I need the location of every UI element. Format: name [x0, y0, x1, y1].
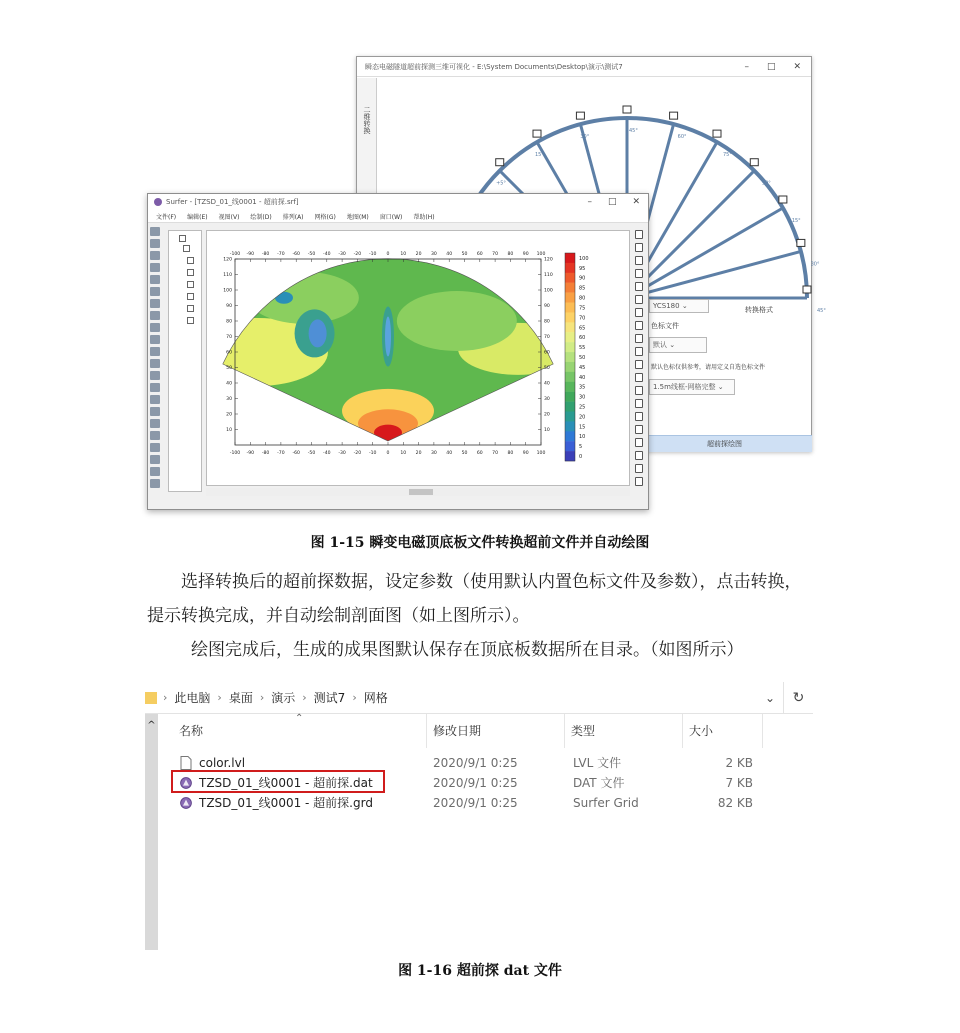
colorbar-label: 70 — [579, 315, 586, 322]
chevron-right-icon: › — [217, 691, 222, 704]
toolbar-icon[interactable] — [150, 239, 160, 248]
y-tick-label-right: 60 — [544, 350, 550, 356]
x-tick-label-bottom: -80 — [261, 451, 270, 456]
tool-icon[interactable] — [635, 282, 643, 291]
toolbar-icon[interactable] — [150, 311, 160, 320]
checkbox — [623, 106, 631, 113]
colorbar-label: 55 — [579, 345, 586, 352]
tree-node-checkbox[interactable] — [183, 245, 190, 252]
y-tick-label-left: 30 — [226, 397, 232, 403]
menu-item[interactable]: 窗口(W) — [379, 213, 403, 221]
toolbar-icon[interactable] — [150, 455, 160, 464]
menu-item[interactable]: 帮助(H) — [413, 213, 435, 221]
colorbar-label: 30 — [579, 394, 586, 401]
tree-node-checkbox[interactable] — [187, 257, 194, 264]
colorbar-swatch — [565, 421, 575, 431]
y-tick-label-right: 20 — [544, 412, 550, 418]
file-row[interactable]: TZSD_01_线0001 - 超前探.grd 2020/9/1 0:25 Surfer Grid 82 KB — [165, 793, 785, 813]
toolbar-icon[interactable] — [150, 443, 160, 452]
toolbar-icon[interactable] — [150, 287, 160, 296]
colorbar-swatch — [565, 382, 575, 392]
contour-region — [275, 292, 293, 304]
y-tick-label-right: 100 — [544, 288, 553, 294]
surfer-right-toolbar — [632, 230, 646, 492]
toolbar-icon[interactable] — [150, 371, 160, 380]
collapse-icon[interactable]: ^ — [147, 720, 156, 731]
angle-label: 15° — [535, 152, 544, 159]
colorbar-swatch — [565, 402, 575, 412]
maximize-icon[interactable]: □ — [607, 197, 617, 207]
color-file-label: 色标文件 — [651, 322, 679, 330]
colorbar-swatch — [565, 312, 575, 322]
x-tick-label-top: -20 — [353, 252, 362, 257]
colorbar-swatch — [565, 411, 575, 421]
contour-region — [397, 291, 517, 351]
x-tick-label-bottom: 40 — [446, 451, 453, 456]
file-icon — [180, 756, 192, 770]
colorbar-label: 85 — [579, 285, 586, 292]
contour-fill — [188, 231, 631, 487]
angle-label: 45° — [629, 128, 638, 134]
tool-icon[interactable] — [635, 464, 643, 473]
colorbar-label: 65 — [579, 325, 586, 332]
y-tick-label-right: 50 — [544, 366, 550, 372]
toolbar-icon[interactable] — [150, 359, 160, 368]
x-tick-label-bottom: -100 — [229, 451, 241, 456]
close-icon[interactable]: ✕ — [793, 61, 801, 72]
paragraph-2: 绘图完成后，生成的成果图默认保存在顶底板数据所在目录。（如图所示） — [191, 640, 744, 660]
converter-titlebar — [357, 57, 811, 77]
contour-region — [385, 317, 391, 357]
toolbar-icon[interactable] — [150, 263, 160, 272]
tool-icon[interactable] — [635, 295, 643, 304]
paragraph-1: 选择转换后的超前探数据，设定参数（使用默认内置色标文件及参数），点击转换，提示转换完成，并自动绘制剖面图（如上图所示）。 — [147, 572, 802, 626]
x-tick-label-top: -40 — [323, 252, 331, 257]
tool-icon[interactable] — [635, 438, 643, 447]
colorbar-swatch — [565, 451, 575, 461]
x-tick-label-top: 10 — [400, 252, 407, 257]
tool-icon[interactable] — [635, 269, 643, 278]
y-tick-label-left: 110 — [223, 273, 232, 279]
colorbar-label: 15 — [579, 424, 586, 431]
chevron-down-icon[interactable]: ⌄ — [764, 691, 776, 705]
breadcrumb-item[interactable]: 桌面 — [228, 691, 253, 705]
tool-icon[interactable] — [635, 347, 643, 356]
checkbox — [779, 196, 787, 203]
column-header-size[interactable]: 大小 — [683, 714, 763, 748]
angle-label: 15° — [791, 218, 801, 224]
folder-icon — [145, 692, 157, 704]
colorbar-label: 90 — [579, 275, 586, 282]
x-tick-label-bottom: 90 — [522, 451, 529, 456]
y-tick-label-right: 90 — [544, 304, 550, 310]
x-tick-label-bottom: -10 — [368, 451, 377, 456]
instrument-combo[interactable]: YCS180 ⌄ — [649, 299, 709, 313]
sort-ascending-icon: ⌃ — [295, 713, 304, 724]
colorbar-label: 80 — [579, 295, 586, 302]
x-tick-label-top: -60 — [292, 252, 300, 257]
convert-label[interactable]: 转换格式 — [745, 306, 773, 314]
chevron-right-icon: › — [352, 691, 357, 704]
menu-item[interactable]: 网格(G) — [314, 213, 336, 221]
y-tick-label-left: 70 — [226, 335, 232, 341]
column-header-date[interactable]: 修改日期 — [427, 714, 565, 748]
angle-label: 45° — [817, 308, 826, 314]
highlight-box — [171, 770, 385, 793]
tool-icon[interactable] — [635, 451, 643, 460]
colorbar-swatch — [565, 431, 575, 441]
navigation-pane[interactable] — [145, 714, 158, 950]
colorbar-swatch — [565, 283, 575, 293]
checkbox — [496, 159, 504, 166]
y-tick-label-right: 10 — [544, 428, 550, 434]
x-tick-label-bottom: 0 — [386, 451, 390, 456]
x-tick-label-bottom: 80 — [507, 451, 514, 456]
toolbar-icon[interactable] — [150, 479, 160, 488]
contour-region — [309, 319, 327, 347]
x-tick-label-bottom: -60 — [292, 451, 300, 456]
tool-icon[interactable] — [635, 360, 643, 369]
checkbox — [713, 130, 721, 137]
x-tick-label-top: -90 — [246, 252, 255, 257]
y-tick-label-right: 110 — [544, 273, 553, 279]
menu-item[interactable]: 视图(V) — [218, 213, 240, 221]
toolbar-icon[interactable] — [150, 407, 160, 416]
y-tick-label-left: 100 — [223, 288, 232, 294]
y-tick-label-right: 30 — [544, 397, 550, 403]
colorbar-label: 20 — [579, 414, 586, 421]
colorbar-swatch — [565, 273, 575, 283]
angle-label: 30° — [580, 134, 590, 141]
toolbar-icon[interactable] — [150, 395, 160, 404]
colorbar-label: 25 — [579, 404, 586, 411]
tree-node-checkbox[interactable] — [187, 281, 194, 288]
chevron-right-icon: › — [163, 691, 168, 704]
y-tick-label-left: 120 — [223, 257, 232, 263]
breadcrumb-item[interactable]: 网格 — [363, 691, 388, 705]
toolbar-icon[interactable] — [150, 323, 160, 332]
toolbar-icon[interactable] — [150, 431, 160, 440]
x-tick-label-bottom: 10 — [400, 451, 407, 456]
tool-icon[interactable] — [635, 334, 643, 343]
colorbar-swatch — [565, 372, 575, 382]
tool-icon[interactable] — [635, 230, 643, 239]
checkbox — [797, 239, 805, 246]
contour-region — [374, 425, 402, 441]
x-tick-label-top: 30 — [430, 252, 437, 257]
x-tick-label-bottom: 100 — [536, 451, 546, 456]
x-tick-label-bottom: 30 — [430, 451, 437, 456]
angle-label: 90° — [761, 180, 771, 187]
tool-icon[interactable] — [635, 256, 643, 265]
y-tick-label-left: 80 — [226, 319, 232, 325]
colorbar-label: 5 — [579, 444, 583, 451]
column-header-type[interactable]: 类型 — [565, 714, 683, 748]
horizontal-scrollbar[interactable] — [206, 488, 630, 496]
x-tick-label-top: -30 — [338, 252, 346, 257]
angle-label: 60° — [677, 134, 687, 141]
x-tick-label-bottom: -70 — [277, 451, 285, 456]
colorbar-swatch — [565, 352, 575, 362]
file-explorer — [145, 682, 813, 950]
scroll-thumb[interactable] — [409, 489, 433, 495]
tool-icon[interactable] — [635, 425, 643, 434]
colorbar-swatch — [565, 263, 575, 273]
file-row[interactable]: TZSD_01_线0001 - 超前探.dat 2020/9/1 0:25 DAT 文件 7 KB — [165, 773, 785, 793]
x-tick-label-bottom: -90 — [246, 451, 255, 456]
x-tick-label-top: 60 — [476, 252, 483, 257]
colorbar-swatch — [565, 332, 575, 342]
toolbar-icon[interactable] — [150, 299, 160, 308]
minimize-icon[interactable]: – — [744, 61, 749, 72]
y-tick-label-right: 70 — [544, 335, 550, 341]
colorbar-swatch — [565, 441, 575, 451]
tool-icon[interactable] — [635, 477, 643, 486]
toolbar-icon[interactable] — [150, 275, 160, 284]
x-tick-label-bottom: 70 — [492, 451, 499, 456]
toolbar-icon[interactable] — [150, 419, 160, 428]
x-tick-label-top: 40 — [446, 252, 453, 257]
tool-icon[interactable] — [635, 243, 643, 252]
colorbar-label: 50 — [579, 354, 586, 361]
figure-caption-2: 图 1-16 超前探 dat 文件 — [398, 963, 562, 979]
breadcrumb-item[interactable]: 此电脑 — [174, 691, 211, 705]
colorbar-swatch — [565, 322, 575, 332]
checkbox — [750, 159, 758, 166]
contour-plot — [207, 231, 631, 487]
colorbar-swatch — [565, 362, 575, 372]
surfer-icon — [180, 796, 192, 810]
tool-icon[interactable] — [635, 373, 643, 382]
colorbar-label: 100 — [579, 255, 589, 262]
colorbar-label: 10 — [579, 434, 586, 441]
maximize-icon[interactable]: □ — [766, 61, 776, 72]
colorbar-label: 40 — [579, 374, 586, 381]
tree-node-checkbox[interactable] — [179, 235, 186, 242]
grid-combo[interactable]: 1.5m线框-网格完整 ⌄ — [649, 379, 735, 395]
colorbar-label: 0 — [579, 454, 583, 461]
angle-label: 75° — [723, 152, 732, 159]
breadcrumb-item[interactable]: 演示 — [271, 691, 296, 705]
x-tick-label-top: -10 — [368, 252, 377, 257]
checkbox — [533, 130, 541, 137]
x-tick-label-top: 80 — [507, 252, 514, 257]
toolbar-icon[interactable] — [150, 467, 160, 476]
colorbar-swatch — [565, 392, 575, 402]
y-tick-label-left: 60 — [226, 350, 232, 356]
color-file-combo[interactable]: 默认 ⌄ — [649, 337, 707, 353]
x-tick-label-top: 70 — [492, 252, 499, 257]
file-row[interactable]: color.lvl 2020/9/1 0:25 LVL 文件 2 KB — [165, 753, 785, 773]
tree-node-checkbox[interactable] — [187, 269, 194, 276]
tree-node-checkbox[interactable] — [187, 305, 194, 312]
tool-icon[interactable] — [635, 321, 643, 330]
x-tick-label-bottom: 60 — [476, 451, 483, 456]
surfer-logo-icon — [154, 198, 162, 206]
colorbar-label: 60 — [579, 335, 586, 342]
tool-icon[interactable] — [635, 308, 643, 317]
minimize-icon[interactable]: – — [587, 197, 592, 207]
tool-icon[interactable] — [635, 399, 643, 408]
x-tick-label-top: 0 — [386, 252, 390, 257]
color-hint: 默认色标仅供参考，请用定义自选色标文件 — [651, 364, 766, 371]
y-tick-label-left: 20 — [226, 412, 232, 418]
angle-label: 30° — [810, 261, 820, 268]
colorbar-swatch — [565, 293, 575, 303]
plot-canvas — [206, 230, 630, 486]
surfer-title: Surfer - [TZSD_01_线0001 - 超前探.srf] — [166, 198, 299, 206]
surfer-menubar — [148, 210, 648, 223]
y-tick-label-left: 50 — [226, 366, 232, 372]
colorbar-label: 95 — [579, 265, 586, 272]
y-tick-label-left: 10 — [226, 428, 232, 434]
checkbox — [576, 112, 584, 119]
x-tick-label-bottom: -40 — [323, 451, 331, 456]
toolbar-icon[interactable] — [150, 383, 160, 392]
menu-item[interactable]: 排列(A) — [282, 213, 304, 221]
x-tick-label-top: 100 — [536, 252, 546, 257]
close-icon[interactable]: ✕ — [632, 197, 640, 207]
menu-item[interactable]: 绘制(D) — [250, 213, 272, 221]
x-tick-label-bottom: 50 — [461, 451, 468, 456]
colorbar-label: 45 — [579, 364, 586, 371]
tool-icon[interactable] — [635, 386, 643, 395]
y-tick-label-left: 90 — [226, 304, 232, 310]
menu-item[interactable]: 地图(M) — [346, 213, 369, 221]
y-tick-label-right: 40 — [544, 381, 550, 387]
draw-button[interactable]: 超前探绘图 — [637, 435, 812, 452]
colorbar-label: 35 — [579, 384, 586, 391]
figure-caption-1: 图 1-15 瞬变电磁顶底板文件转换超前文件并自动绘图 — [310, 535, 650, 551]
x-tick-label-bottom: 20 — [415, 451, 422, 456]
toolbar-icon[interactable] — [150, 347, 160, 356]
tree-node-checkbox[interactable] — [187, 317, 194, 324]
surfer-window — [147, 193, 649, 510]
toolbar-icon[interactable] — [150, 335, 160, 344]
angle-label: +5° — [496, 180, 506, 187]
y-tick-label-left: 40 — [226, 381, 232, 387]
chevron-right-icon: › — [302, 691, 307, 704]
x-tick-label-top: -100 — [229, 252, 241, 257]
menu-item[interactable]: 文件(F) — [156, 213, 177, 221]
address-bar[interactable] — [145, 682, 813, 714]
toolbar-icon[interactable] — [150, 227, 160, 236]
tree-node-checkbox[interactable] — [187, 293, 194, 300]
object-manager-tree — [168, 230, 202, 492]
menu-item[interactable]: 编辑(E) — [187, 213, 208, 221]
x-tick-label-top: 50 — [461, 252, 468, 257]
fan-ray — [627, 251, 801, 298]
breadcrumb-item[interactable]: 测试7 — [313, 691, 346, 705]
colorbar-swatch — [565, 253, 575, 263]
column-header-name[interactable]: 名称 — [173, 714, 427, 748]
x-tick-label-top: -70 — [277, 252, 285, 257]
surfer-titlebar — [148, 194, 648, 210]
x-tick-label-top: 90 — [522, 252, 529, 257]
chevron-right-icon: › — [259, 691, 265, 704]
colorbar-swatch — [565, 342, 575, 352]
x-tick-label-bottom: -30 — [338, 451, 346, 456]
surfer-left-toolbar — [150, 227, 164, 493]
y-tick-label-right: 120 — [544, 257, 553, 263]
colorbar-label: 75 — [579, 305, 586, 312]
side-tab-label[interactable]: 二维转换 — [363, 106, 371, 134]
x-tick-label-bottom: -50 — [307, 451, 316, 456]
refresh-icon[interactable]: ↻ — [783, 682, 813, 714]
checkbox — [670, 112, 678, 119]
y-tick-label-right: 80 — [544, 319, 550, 325]
x-tick-label-bottom: -20 — [353, 451, 362, 456]
x-tick-label-top: -80 — [261, 252, 270, 257]
toolbar-icon[interactable] — [150, 251, 160, 260]
converter-title: 瞬态电磁隧道超前探测三维可视化 - E:\System Documents\Desktop\演示\测试7 — [365, 62, 623, 71]
checkbox — [803, 286, 811, 293]
tool-icon[interactable] — [635, 412, 643, 421]
x-tick-label-top: 20 — [415, 252, 422, 257]
colorbar-swatch — [565, 303, 575, 313]
x-tick-label-top: -50 — [307, 252, 316, 257]
